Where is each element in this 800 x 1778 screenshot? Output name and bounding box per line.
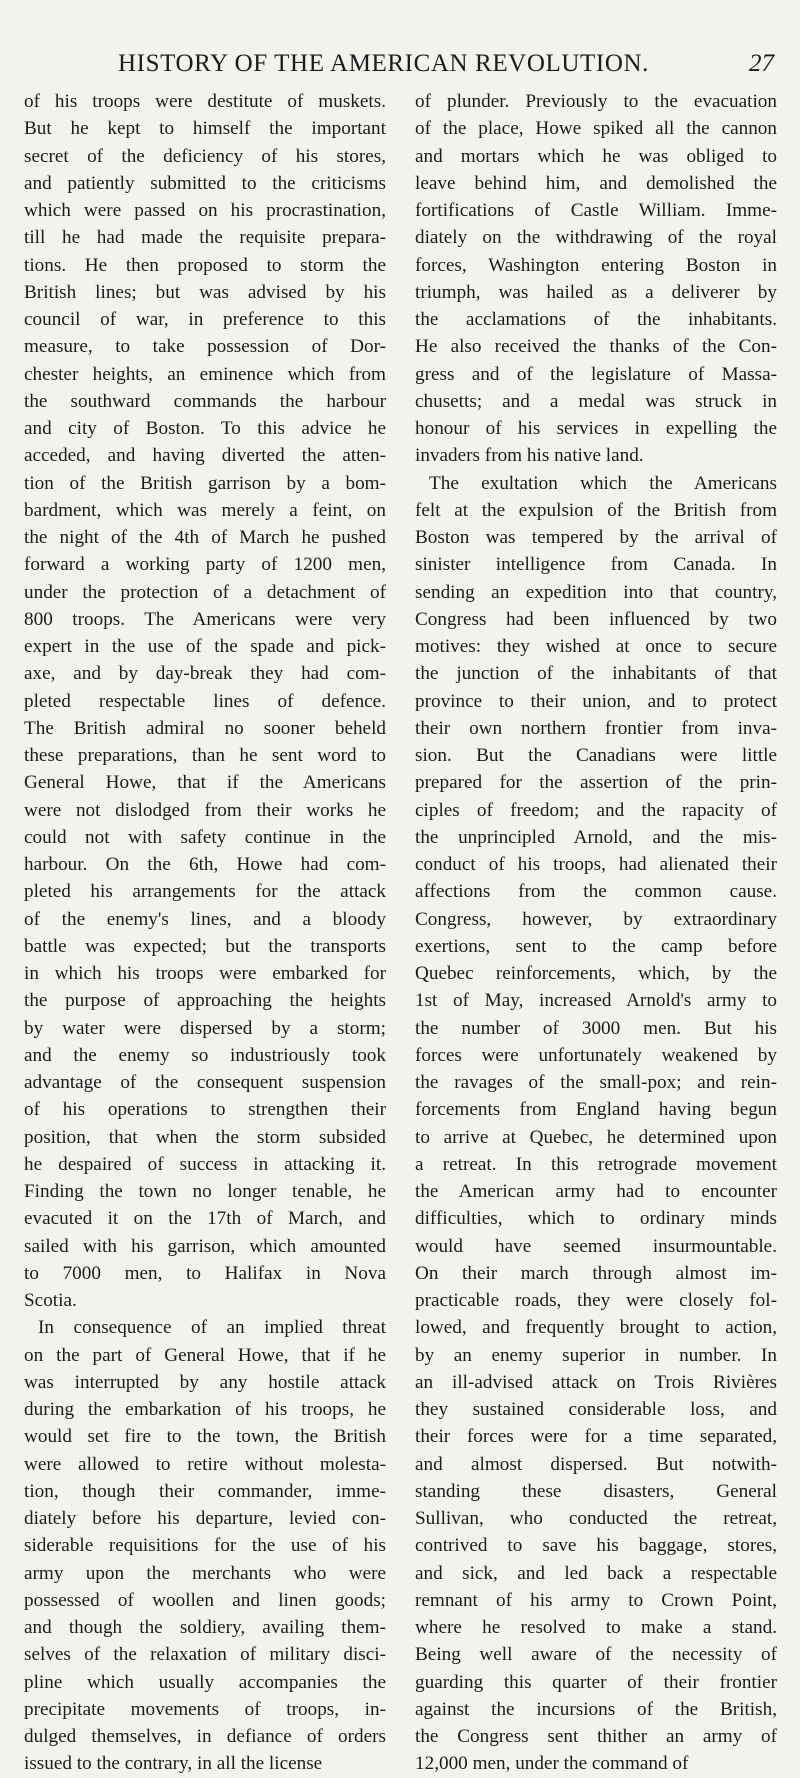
text-line: The exultation which the Americans — [429, 472, 777, 494]
text-line: tion of the British garrison by a bom- — [24, 472, 386, 494]
text-line: conduct of his troops, had alienated their — [415, 854, 777, 875]
text-line: he despaired of success in attacking it. — [24, 1153, 386, 1175]
text-line: and patiently submitted to the criticisms — [24, 172, 386, 194]
text-line: council of war, in preference to this — [24, 309, 386, 330]
text-line: possessed of woollen and linen goods; — [24, 1589, 386, 1611]
text-line: by water were dispersed by a storm; — [24, 1017, 386, 1039]
text-line: secret of the deficiency of his stores, — [24, 145, 386, 167]
text-line: contrived to save his baggage, stores, — [415, 1535, 777, 1557]
text-line: the purpose of approaching the heights — [24, 990, 386, 1012]
text-line: General Howe, that if the Americans — [24, 772, 386, 794]
text-line: diately on the withdrawing of the royal — [415, 227, 777, 249]
text-line: sailed with his garrison, which amounted — [24, 1235, 386, 1257]
text-line: Boston was tempered by the arrival of — [415, 527, 777, 548]
text-line: they sustained considerable loss, and — [415, 1399, 777, 1420]
text-line: these preparations, than he sent word to — [24, 745, 386, 766]
text-line: their own northern frontier from inva- — [415, 717, 777, 739]
text-line: tion, though their commander, imme- — [24, 1480, 386, 1502]
text-line: 800 troops. The Americans were very — [24, 608, 386, 630]
text-line: and almost dispersed. But notwith- — [415, 1453, 777, 1475]
text-line: guarding this quarter of their frontier — [415, 1671, 777, 1693]
text-line: Congress had been influenced by two — [415, 608, 777, 630]
text-line: were not dislodged from their works he — [24, 799, 386, 821]
text-line: tions. He then proposed to storm the — [24, 254, 386, 276]
text-line: would have seemed insurmountable. — [415, 1235, 777, 1257]
text-line: and sick, and led back a respectable — [415, 1562, 777, 1584]
text-line: acceded, and having diverted the atten- — [24, 445, 386, 467]
text-line: pleted respectable lines of defence. — [24, 690, 386, 712]
text-line: the southward commands the harbour — [24, 390, 386, 412]
page-number: 27 — [749, 50, 774, 77]
text-line: Sullivan, who conducted the retreat, — [415, 1508, 777, 1529]
text-line: affections from the common cause. — [415, 881, 777, 903]
text-line: measure, to take possession of Dor- — [24, 336, 386, 358]
text-line: where he resolved to make a stand. — [415, 1617, 777, 1638]
text-line: practicable roads, they were closely fol- — [415, 1290, 777, 1311]
text-line: and mortars which he was obliged to — [415, 145, 777, 167]
text-line: sending an expedition into that country, — [415, 581, 777, 603]
text-line: a retreat. In this retrograde movement — [415, 1153, 777, 1175]
text-line: But he kept to himself the important — [24, 118, 386, 140]
text-line: forces were unfortunately weakened by — [415, 1044, 777, 1066]
text-line: siderable requisitions for the use of his — [24, 1535, 386, 1557]
text-line: sion. But the Canadians were little — [415, 745, 777, 766]
text-line: difficulties, which to ordinary minds — [415, 1208, 777, 1230]
text-line: Being well aware of the necessity of — [415, 1644, 777, 1666]
text-line: felt at the expulsion of the British from — [415, 499, 777, 521]
text-line: and the enemy so industriously took — [24, 1044, 386, 1066]
text-line: position, that when the storm subsided — [24, 1126, 386, 1148]
text-line: Finding the town no longer tenable, he — [24, 1181, 386, 1202]
text-line: chester heights, an eminence which from — [24, 363, 386, 385]
text-line: lowed, and frequently brought to action, — [415, 1317, 777, 1339]
text-line: and city of Boston. To this advice he — [24, 418, 386, 439]
text-column-left — [24, 88, 386, 1778]
text-line: of the enemy's lines, and a bloody — [24, 908, 386, 930]
text-line: triumph, was hailed as a deliverer by — [415, 281, 777, 303]
text-line: standing these disasters, General — [415, 1480, 777, 1502]
text-line: forward a working party of 1200 men, — [24, 554, 386, 576]
text-line: 1st of May, increased Arnold's army to — [415, 990, 777, 1012]
text-line: axe, and by day-break they had com- — [24, 663, 386, 685]
text-line: bardment, which was merely a feint, on — [24, 499, 386, 521]
running-title: HISTORY OF THE AMERICAN REVOLUTION. — [118, 50, 649, 77]
text-line: army upon the merchants who were — [24, 1562, 386, 1584]
text-line: could not with safety continue in the — [24, 826, 386, 848]
text-line: evacuted it on the 17th of March, and — [24, 1208, 386, 1230]
text-line: against the incursions of the British, — [415, 1698, 777, 1720]
text-line: on the part of General Howe, that if he — [24, 1344, 386, 1366]
text-line: invaders from his native land. — [415, 445, 644, 467]
text-line: and though the soldiery, availing them- — [24, 1617, 386, 1638]
text-line: 12,000 men, under the command of — [415, 1753, 689, 1775]
text-line: during the embarkation of his troops, he — [24, 1399, 386, 1420]
text-line: remnant of his army to Crown Point, — [415, 1589, 777, 1611]
text-line: of plunder. Previously to the evacuation — [415, 91, 777, 112]
text-line: in which his troops were embarked for — [24, 963, 386, 984]
text-line: their forces were for a time separated, — [415, 1426, 777, 1448]
text-line: the number of 3000 men. But his — [415, 1017, 777, 1039]
text-line: was interrupted by any hostile attack — [24, 1371, 386, 1393]
text-line: chusetts; and a medal was struck in — [415, 390, 777, 412]
page-header — [0, 50, 800, 90]
text-line: The British admiral no sooner beheld — [24, 717, 386, 739]
text-line: under the protection of a detachment of — [24, 581, 386, 603]
text-column-right — [415, 88, 777, 1778]
text-line: selves of the relaxation of military disci- — [24, 1644, 386, 1666]
text-line: fortifications of Castle William. Imme- — [415, 200, 777, 221]
text-line: On their march through almost im- — [415, 1262, 777, 1284]
text-line: the Congress sent thither an army of — [415, 1726, 777, 1747]
text-line: In consequence of an implied threat — [38, 1317, 386, 1339]
text-line: the unprincipled Arnold, and the mis- — [415, 826, 777, 848]
text-line: the acclamations of the inhabitants. — [415, 309, 777, 330]
text-line: harbour. On the 6th, Howe had com- — [24, 854, 386, 875]
text-line: prepared for the assertion of the prin- — [415, 772, 777, 794]
text-line: of the place, Howe spiked all the cannon — [415, 118, 777, 140]
text-line: exertions, sent to the camp before — [415, 935, 777, 957]
text-line: the night of the 4th of March he pushed — [24, 527, 386, 548]
text-line: dulged themselves, in defiance of orders — [24, 1726, 386, 1747]
text-line: pline which usually accompanies the — [24, 1671, 386, 1693]
text-line: Quebec reinforcements, which, by the — [415, 963, 777, 984]
text-line: honour of his services in expelling the — [415, 418, 777, 439]
text-line: of his operations to strengthen their — [24, 1099, 386, 1121]
text-line: He also received the thanks of the Con- — [415, 336, 777, 358]
text-line: expert in the use of the spade and pick- — [24, 636, 386, 657]
text-line: the junction of the inhabitants of that — [415, 663, 777, 685]
text-line: gress and of the legislature of Massa- — [415, 363, 777, 385]
text-line: Congress, however, by extraordinary — [415, 908, 777, 930]
text-line: forcements from England having begun — [415, 1099, 777, 1121]
text-line: Scotia. — [24, 1290, 77, 1311]
text-line: advantage of the consequent suspension — [24, 1072, 386, 1093]
text-line: to 7000 men, to Halifax in Nova — [24, 1262, 386, 1284]
text-line: diately before his departure, levied con- — [24, 1508, 386, 1529]
text-line: would set fire to the town, the British — [24, 1426, 386, 1448]
text-line: an ill-advised attack on Trois Rivières — [415, 1371, 777, 1393]
text-line: British lines; but was advised by his — [24, 281, 386, 303]
text-line: ciples of freedom; and the rapacity of — [415, 799, 777, 821]
text-line: to arrive at Quebec, he determined upon — [415, 1126, 777, 1148]
text-line: pleted his arrangements for the attack — [24, 881, 386, 903]
text-line: motives: they wished at once to secure — [415, 636, 777, 657]
text-line: of his troops were destitute of muskets. — [24, 91, 386, 112]
text-line: were allowed to retire without molesta- — [24, 1453, 386, 1475]
text-line: till he had made the requisite prepara- — [24, 227, 386, 249]
text-line: sinister intelligence from Canada. In — [415, 554, 777, 576]
text-line: the ravages of the small-pox; and rein- — [415, 1072, 777, 1093]
text-line: which were passed on his procrastination, — [24, 200, 386, 221]
text-line: the American army had to encounter — [415, 1181, 777, 1202]
text-line: precipitate movements of troops, in- — [24, 1698, 386, 1720]
text-line: forces, Washington entering Boston in — [415, 254, 777, 276]
text-line: leave behind him, and demolished the — [415, 172, 777, 194]
text-line: issued to the contrary, in all the license — [24, 1753, 323, 1775]
text-line: battle was expected; but the transports — [24, 935, 386, 957]
text-line: province to their union, and to protect — [415, 690, 777, 712]
text-line: by an enemy superior in number. In — [415, 1344, 777, 1366]
